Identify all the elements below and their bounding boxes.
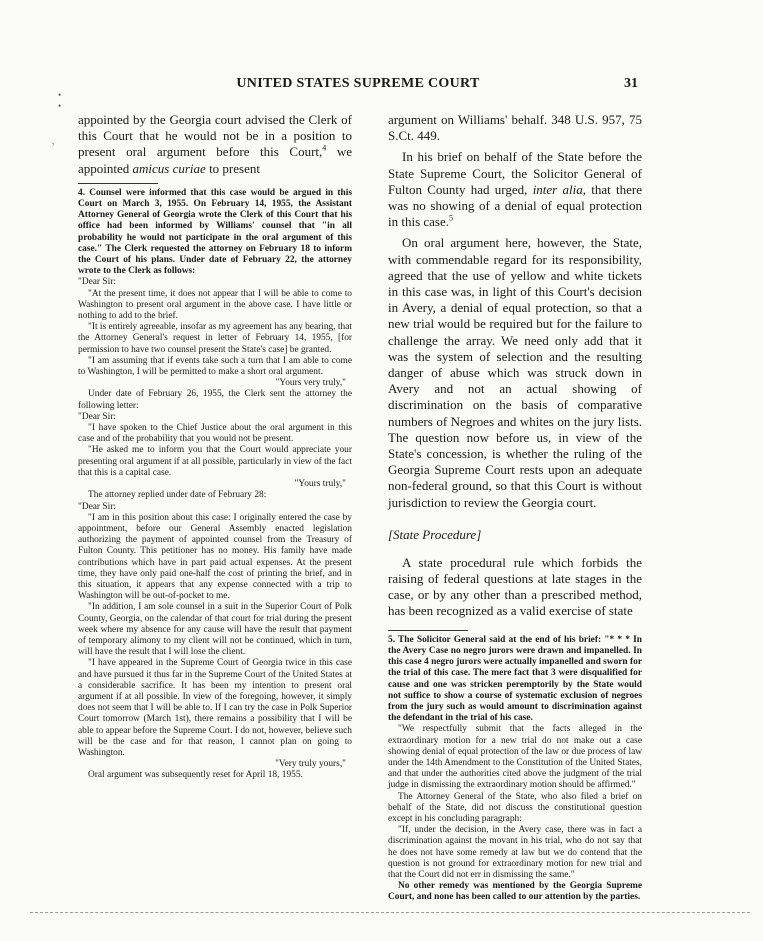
left-column [78, 112, 352, 782]
footnote-paragraph: "Very truly yours," [275, 759, 346, 770]
text-run: to present [205, 160, 260, 176]
footnote-paragraph: "Dear Sir: [78, 411, 116, 422]
footnote-paragraph: 5. The Solicitor General said at the end of his brief: "* * * In the Avery Case no negro jurors were drawn and impanelled. In this case 4 negro jurors were actually impanelled and sworn for the trial of this case. The mere fact that 3 were disqualified for cause and one was stricken peremptorily by the State would not suffice to show a course of systematic exclusion of negroes from the jury such as would amount to discrimination against the defendant in the trial of his case. [388, 634, 642, 724]
scan-mark: • [58, 101, 62, 111]
footnote-paragraph: "I am assuming that if events take such a turn that I am able to come to Washington, I will be permitted to make a short oral argument. [78, 355, 352, 378]
text-run: , that there was no showing of a denial of equal protection in this case. [388, 181, 642, 230]
footnote-5 [388, 635, 642, 904]
right-paragraph: On oral argument here, however, the State, with commendable regard for its responsibility, agreed that the use of yellow and white tickets in this case was, in light of this Court's decision in Avery, a denial of equal protection, so that a new trial would be required but for the failure to challenge the array. We need only add that it was the system of selection and the resulting danger of abuse which was struck down in Avery and not an actual showing of discrimination on the basis of comparative numbers of Negroes and whites on the jury lists. The question now before us, in view of the State's concession, is whether the ruling of the Georgia Supreme Court rests upon an adequate non-federal ground, so that this Court is without jurisdiction to review the Georgia court. [388, 235, 642, 510]
italic-text: amicus curiae [132, 160, 206, 176]
page-number: 31 [624, 76, 638, 91]
right-paragraph [388, 149, 642, 230]
footnote-ref: 4 [322, 144, 327, 154]
footnote-paragraph: 4. Counsel were informed that this case would be argued in this Court on March 3, 1955. On February 14, 1955, the Assistant Attorney General of Georgia wrote the Clerk of this Court that his office had been informed by Williams' counsel that "in all probability he would not participate in the oral argument of this case." The Clerk requested the attorney on February 18 to inform the Court of his plans. Under date of February 22, the attorney wrote to the Clerk as follows: [78, 187, 352, 277]
section-heading: [State Procedure] [388, 526, 482, 542]
text-run: we appointed [78, 144, 352, 176]
footnote-paragraph: No other remedy was mentioned by the Georgia Supreme Court, and none has been called to our attention by the parties. [388, 881, 642, 903]
footnote-paragraph: "I have appeared in the Supreme Court of Georgia twice in this case and have pursued it thus far in the Supreme Court of the United States at a considerable sacrifice. It has been my intention to present oral argument if at all possible. In view of the foregoing, however, it simply does not seem that I will be able to. If I can try the case in Polk Superior Court tomorrow (March 1st), there remains a possibility that I will be able to appear before the Supreme Court. I do not, however, believe such will be the case and for that reason, I cannot plan on going to Washington. [78, 658, 352, 758]
page-bottom-edge [30, 912, 750, 913]
footnote-paragraph: The Attorney General of the State, who also filed a brief on behalf of the State, did not discuss the constitutional question except in his concluding paragraph: [388, 791, 642, 824]
footnote-paragraph: "Yours truly," [294, 479, 346, 490]
footnote-paragraph: "Dear Sir: [78, 501, 116, 512]
footnote-paragraph: "He asked me to inform you that the Court would appreciate your presenting oral argument if at all possible, particularly in view of the fact that this is a capital case. [78, 445, 352, 478]
page-header [78, 76, 638, 96]
footnote-paragraph: Oral argument was subsequently reset for April 18, 1955. [88, 770, 303, 781]
text-run: In his brief on behalf of the State before the State Supreme Court, the Solicitor General of Fulton County had urged, [388, 149, 642, 197]
footnote-ref: 5 [449, 213, 454, 223]
footnote-paragraph: "If, under the decision, in the Avery case, there was in fact a discrimination against the movant in his trial, who do not say that he does not have some remedy at law but we do contend that the question is not ground for extraordinary motion for new trial and that the Court did not err in dismissing the same." [388, 825, 642, 880]
text-run: appointed by the Georgia court advised the Clerk of this Court that he would not be in a position to present oral argument before this Court, [78, 112, 352, 160]
footnote-paragraph: "We respectfully submit that the facts alleged in the extraordinary motion for a new trial do not make out a case showing denial of equal protection of the law or due process of law under the 14th Amendment to the Constitution of the United States, and that under the authorities cited above the judgment of the trial judge in dismissing the extraordinary motion should be affirmed." [388, 724, 642, 791]
italic-text: inter alia [532, 181, 583, 197]
footnote-paragraph: "In addition, I am sole counsel in a suit in the Superior Court of Polk County, Georgia, on the calendar of that court for trial during the present week where my absence for any cause will have the result that payment of temporary alimony to my client will not be continued, which in turn, will have the result that I will lose the client. [78, 602, 352, 658]
running-head: UNITED STATES SUPREME COURT [236, 76, 480, 91]
footnote-paragraph: "I have spoken to the Chief Justice about the oral argument in this case and of the probability that you would not be present. [78, 423, 352, 445]
footnote-paragraph: The attorney replied under date of February 28: [88, 490, 267, 501]
footnote-paragraph: "At the present time, it does not appear that I will be able to come to Washington to present oral argument in the above case. I have little or nothing to add to the brief. [78, 288, 352, 322]
right-paragraph: A state procedural rule which forbids the raising of federal questions at late stages in the case, or by any other than a prescribed method, has been recognized as a valid exercise of state [388, 554, 642, 619]
footnote-rule [78, 183, 158, 184]
scan-mark: • [58, 90, 62, 100]
footnote-4 [78, 188, 352, 782]
footnote-paragraph: "It is entirely agreeable, insofar as my agreement has any bearing, that the Attorney General's request in letter of February 14, 1955, [for permission to have two counsel present the State's case] be granted. [78, 322, 352, 355]
scan-mark: , [52, 136, 55, 146]
footnote-paragraph: Under date of February 26, 1955, the Clerk sent the attorney the following letter: [78, 389, 352, 411]
footnote-rule [388, 630, 468, 631]
right-paragraph: argument on Williams' behalf. 348 U.S. 957, 75 S.Ct. 449. [388, 112, 642, 144]
left-paragraph [78, 112, 352, 177]
right-column [388, 112, 642, 904]
footnote-paragraph: "I am in this position about this case: I originally entered the case by appointment, before our General Assembly enacted legislation authorizing the payment of appointed counsel from the Treasury of Fulton County. This petitioner has no money. His family have made contributions which have in part paid actual expenses. At the present time, they have only paid one-half the cost of printing the brief, and in this situation, it appears that any expense connected with a trip to Washington will be out-of-pocket to me. [78, 512, 352, 602]
footnote-paragraph: "Dear Sir: [78, 277, 116, 288]
footnote-paragraph: "Yours very truly," [275, 378, 346, 389]
